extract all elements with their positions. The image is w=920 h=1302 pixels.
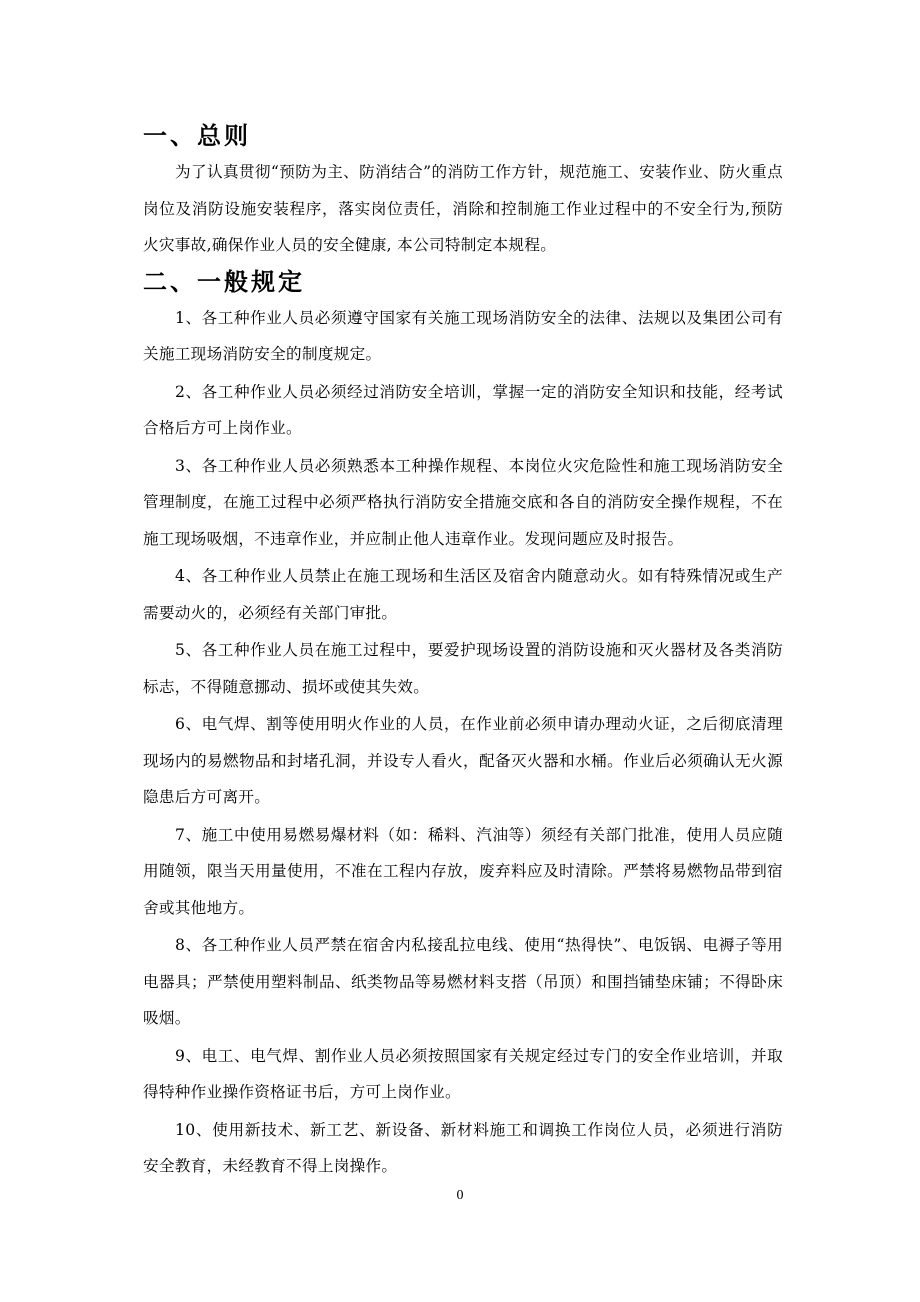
list-item <box>143 632 783 705</box>
section-general-rules <box>143 264 783 1185</box>
list-item <box>143 558 783 631</box>
rule-4: 4、各工种作业人员禁止在施工现场和生活区及宿舍内随意动火。如有特殊情况或生产需要动火的，必须经有关部门审批。 <box>143 567 783 622</box>
list-item <box>143 374 783 447</box>
rule-6: 6、电气焊、割等使用明火作业的人员，在作业前必须申请办理动火证，之后彻底清理现场内的易燃物品和封堵孔洞，并设专人看火，配备灭火器和水桶。作业后必须确认无火源隐患后方可离开。 <box>143 715 783 806</box>
rule-8: 8、各工种作业人员严禁在宿舍内私接乱拉电线、使用“热得快”、电饭锅、电褥子等用电器具；严禁使用塑料制品、纸类物品等易燃材料支搭（吊顶）和围挡铺垫床铺；不得卧床吸烟。 <box>143 936 783 1027</box>
rule-5: 5、各工种作业人员在施工过程中，要爱护现场设置的消防设施和灭火器材及各类消防标志，不得随意挪动、损坏或使其失效。 <box>143 641 783 696</box>
rule-1: 1、各工种作业人员必须遵守国家有关施工现场消防安全的法律、法规以及集团公司有关施工现场消防安全的制度规定。 <box>143 308 783 363</box>
rule-10: 10、使用新技术、新工艺、新设备、新材料施工和调换工作岗位人员，必须进行消防安全教育，未经教育不得上岗操作。 <box>143 1120 783 1175</box>
list-item <box>143 817 783 927</box>
rule-9: 9、电工、电气焊、割作业人员必须按照国家有关规定经过专门的安全作业培训，并取得特种作业操作资格证书后，方可上岗作业。 <box>143 1046 783 1101</box>
page-number: 0 <box>456 1188 464 1203</box>
list-item <box>143 300 783 373</box>
general-principles-paragraph: 为了认真贯彻“预防为主、防消结合”的消防工作方针，规范施工、安装作业、防火重点岗位及消防设施安装程序，落实岗位责任，消除和控制施工作业过程中的不安全行为,预防火灾事故,确保作业人员的安全健康, 本公司特制定本规程。 <box>143 163 783 254</box>
section-heading-rules: 二、一般规定 <box>143 267 305 296</box>
section-general-principles <box>143 118 783 264</box>
list-item <box>143 1112 783 1185</box>
list-item <box>143 1038 783 1111</box>
rule-7: 7、施工中使用易燃易爆材料（如：稀料、汽油等）须经有关部门批准，使用人员应随用随领，限当天用量使用，不准在工程内存放，废弃料应及时清除。严禁将易燃物品带到宿舍或其他地方。 <box>143 825 783 917</box>
rule-2: 2、各工种作业人员必须经过消防安全培训，掌握一定的消防安全知识和技能，经考试合格后方可上岗作业。 <box>143 382 783 437</box>
list-item <box>143 448 783 558</box>
document-body <box>143 118 783 1186</box>
rules-list <box>143 300 783 1185</box>
rule-3: 3、各工种作业人员必须熟悉本工种操作规程、本岗位火灾危险性和施工现场消防安全管理制度，在施工过程中必须严格执行消防安全措施交底和各自的消防安全操作规程，不在施工现场吸烟，不违章作业，并应制止他人违章作业。发现问题应及时报告。 <box>143 456 783 548</box>
list-item <box>143 927 783 1037</box>
section-heading-general: 一、总则 <box>143 122 251 150</box>
list-item <box>143 706 783 816</box>
